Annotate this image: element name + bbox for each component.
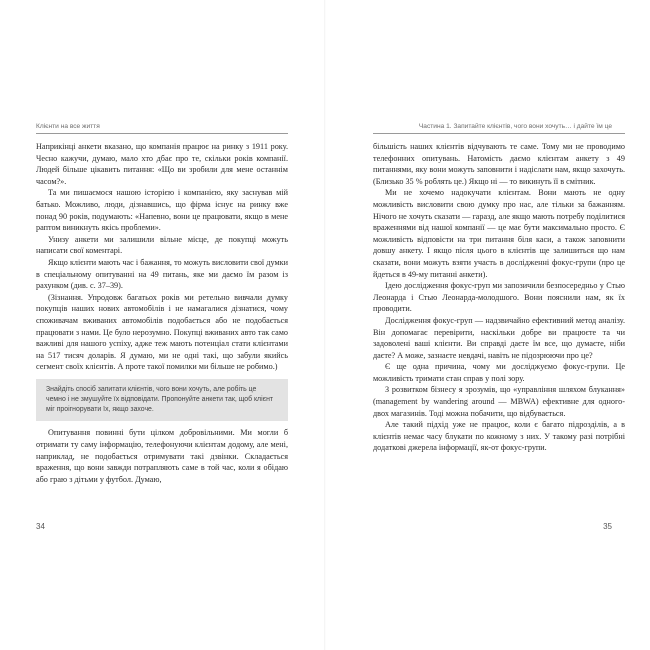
right-running-head: Частина 1. Запитайте клієнтів, чого вони хочуть… і дайте їм це [418,123,612,130]
left-header-rule [36,133,288,134]
right-paragraph-1: більшість наших клієнтів відчувають те саме. Тому ми не проводимо телефонних опитувань. Натомість даємо клієнтам анкету з 49 питаннями, яку вони можуть заповнити і надіслати нам, якщо захочуть. (Близько 35 % роблять це.) Якщо ні — то викинуть її в смітник. [373,142,625,186]
right-paragraph-2: Ми не хочемо надокучати клієнтам. Вони мають не одну можливість висловити свою думку про нас, але тільки за бажанням. Нічого не хочуть сказати — гаразд, але якщо мають потребу поділитися враженнями від нашої компанії — це має бути максимально просто. Є можливість відповісти на три питання біля каси, а також заповнити довшу анкету. І якщо після цього в клієнтів ще залишиться що нам сказати, вони можуть взяти участь в дослідженні фокус-групи (про це йдеться в 49-му питанні анкети). [373,188,625,279]
left-paragraph-5: (Зізнання. Упродовж багатьох років ми ретельно вивчали думку покупців наших нових автомобілів і не намагалися дізнатися, чому споживачам вживаних автомобілів подобається або не подобається працювати з нами. Це було нерозумно. Покупці вживаних авто так само важливі для нашого успіху, адже теж мають потенціал стати клієнтами на 517 тисяч доларів. Я думаю, ми не одні такі, що забули якийсь сегмент своїх клієнтів. А проте такої помилки ми більше не робимо.) [36,292,288,372]
right-page-number: 35 [603,522,612,531]
right-paragraph-7: Але такий підхід уже не працює, коли є багато підрозділів, а в клієнтів немає часу блукати по кожному з них. У такому разі потрібні додаткові джерела інформації, як-от фокус-групи. [373,420,625,453]
left-running-head: Клієнти на все життя [36,123,100,130]
left-paragraph-6: Опитування повинні бути цілком добровільними. Ми могли б отримати ту саму інформацію, телефонуючи клієнтам додому, але мені, наприклад, не подобається отримувати такі дзвінки. Складається враження, що вони завжди потрапляють саме в той час, коли я обідаю або граю з дітьми у футбол. Думаю, [36,428,288,484]
right-paragraph-3: Ідею дослідження фокус-груп ми запозичили безпосередньо у Стью Леонарда і Стью Леонарда-молодшого. Вони пояснили нам, як їх проводити. [373,281,625,314]
left-body-text [36,141,288,485]
left-page-number: 34 [36,522,45,531]
right-page [325,0,650,650]
left-paragraph-1: Наприкінці анкети вказано, що компанія працює на ринку з 1911 року. Чесно кажучи, думаю, мало хто дбає про те, скільки років компанії. Людей більше цікавить питання: «Що ви зробили для мене останнім часом?». [36,142,288,186]
tip-callout: Знайдіть спосіб запитати клієнтів, чого вони хочуть, але робіть це чемно і не змушуйте їх відповідати. Пропонуйте анкети так, щоб клієнт міг проігнорувати їх, якщо захоче. [36,379,288,422]
right-paragraph-4: Дослідження фокус-груп — надзвичайно ефективний метод аналізу. Він допомагає перевірити, наскільки добре ви працюєте та чи задоволені ваші клієнти. Ви справді даєте їм все, що думаєте, ніби даєте? А може, зазнаєте невдачі, навіть не підозрюючи про це? [373,315,625,360]
left-paragraph-4: Якщо клієнти мають час і бажання, то можуть висловити свої думки в спеціальному опитуванні на 49 питань, яке ми даємо їм разом із рахунком (див. с. 37–39). [36,257,288,291]
left-paragraph-2: Та ми пишаємося нашою історією і компанією, яку заснував мій батько. Можливо, люди, дізнавшись, що фірма існує на ринку вже понад 90 років, подумають: «Напевно, вони це працювати, якщо в мене раптом виникнуть якісь проблеми». [36,188,288,233]
right-paragraph-5: Є ще одна причина, чому ми досліджуємо фокус-групи. Це можливість тримати стан справ у полі зору. [373,362,625,383]
right-header-rule [373,133,625,134]
right-paragraph-6: З розвитком бізнесу я зрозумів, що «управління шляхом блукання» (management by wandering around — MBWA) ефективне для одного-двох магазинів. Тоді можна побачити, що відбувається. [373,385,625,418]
right-body-text [373,141,625,454]
left-paragraph-3: Унизу анкети ми залишили вільне місце, де покупці можуть написати свої коментарі. [36,234,288,256]
